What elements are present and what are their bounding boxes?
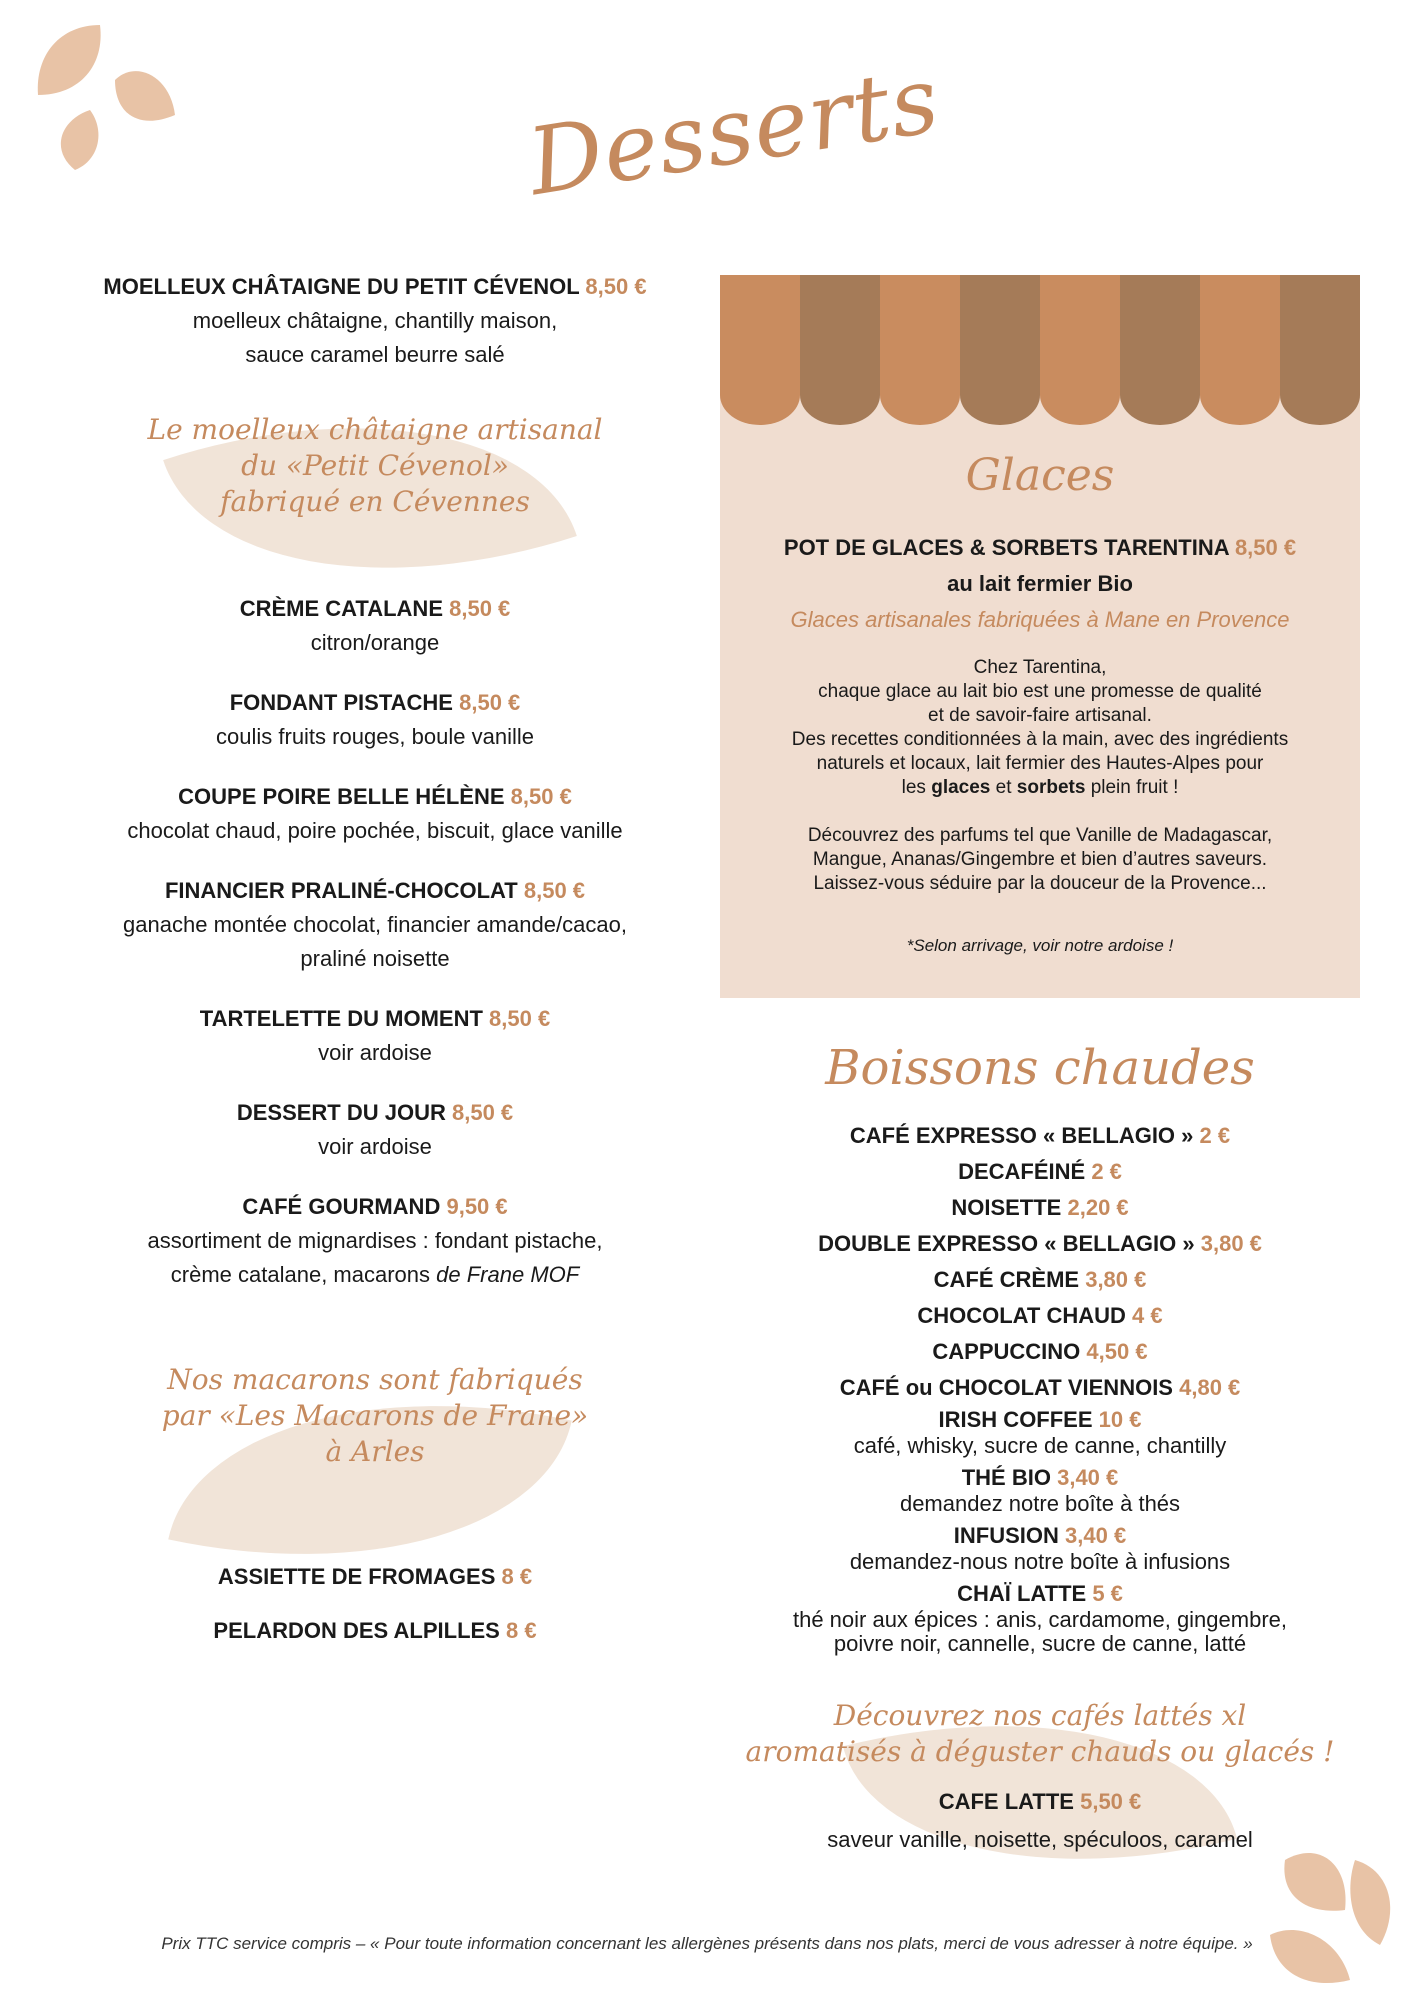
drink-item <box>720 1522 1360 1550</box>
item-name: DOUBLE EXPRESSO « BELLAGIO » <box>818 1231 1195 1256</box>
item-name: CAFÉ EXPRESSO « BELLAGIO » <box>849 1123 1194 1148</box>
item-price: 8 € <box>501 1564 533 1589</box>
awning-stripe <box>1040 275 1120 425</box>
drink-description: poivre noir, cannelle, sucre de canne, latté <box>833 1631 1247 1656</box>
text-bold: glaces <box>931 777 991 798</box>
drink-item <box>720 1784 1360 1820</box>
item-description-text: crème catalane, macarons <box>170 1262 431 1287</box>
item-name: ASSIETTE DE FROMAGES <box>217 1564 496 1589</box>
drink-item <box>720 1262 1360 1298</box>
leaf-logo-icon <box>1250 1840 1400 1990</box>
glaces-body <box>740 530 1340 956</box>
item-name: MOELLEUX CHÂTAIGNE DU PETIT CÉVENOL <box>103 274 580 299</box>
glaces-note: *Selon arrivage, voir notre ardoise ! <box>906 936 1174 955</box>
item-price: 4,50 € <box>1086 1339 1148 1364</box>
item-price: 2 € <box>1091 1159 1122 1184</box>
item-name: CAFÉ CRÈME <box>933 1267 1080 1292</box>
item-name: CAFE LATTE <box>938 1789 1074 1814</box>
description-line: Découvrez des parfums tel que Vanille de Madagascar, <box>807 825 1273 846</box>
promo-line: Nos macarons sont fabriqués <box>167 1363 583 1396</box>
boissons-column <box>720 1040 1360 1858</box>
drink-description: demandez notre boîte à thés <box>899 1491 1181 1516</box>
promo-line: par «Les Macarons de Frane» <box>161 1399 589 1432</box>
drink-item <box>720 1370 1360 1406</box>
promo-line: fabriqué en Cévennes <box>220 485 530 518</box>
item-description: citron/orange <box>310 630 440 655</box>
item-description: moelleux châtaigne, chantilly maison, <box>192 308 558 333</box>
item-name: THÉ BIO <box>961 1465 1051 1490</box>
item-description-italic: de Frane MOF <box>436 1262 580 1287</box>
item-name: CHOCOLAT CHAUD <box>917 1303 1126 1328</box>
page-title: Desserts <box>521 45 947 217</box>
item-description: chocolat chaud, poire pochée, biscuit, glace vanille <box>127 818 623 843</box>
drink-item <box>720 1580 1360 1608</box>
item-price: 3,40 € <box>1065 1523 1127 1548</box>
item-price: 8,50 € <box>523 878 586 903</box>
leaf-logo-icon <box>30 20 180 170</box>
menu-item <box>90 270 660 372</box>
item-name: COUPE POIRE BELLE HÉLÈNE <box>178 784 505 809</box>
menu-item <box>90 1560 660 1594</box>
item-name: FONDANT PISTACHE <box>229 690 453 715</box>
glaces-subtitle: Glaces artisanales fabriquées à Mane en Provence <box>790 607 1290 632</box>
drink-item <box>720 1298 1360 1334</box>
text-bold: sorbets <box>1016 777 1086 798</box>
item-subtitle: au lait fermier Bio <box>947 571 1133 596</box>
text-fragment: les <box>901 777 932 798</box>
item-price: 2,20 € <box>1067 1195 1129 1220</box>
description-line <box>740 776 1340 800</box>
awning-illustration <box>720 275 1360 445</box>
drink-item <box>720 1334 1360 1370</box>
description-line: chaque glace au lait bio est une promesse de qualité <box>818 681 1262 702</box>
item-description: praliné noisette <box>300 946 450 971</box>
item-description: voir ardoise <box>318 1134 432 1159</box>
drink-item <box>720 1226 1360 1262</box>
item-name: PELARDON DES ALPILLES <box>213 1618 500 1643</box>
desserts-column <box>90 270 660 1674</box>
item-name: INFUSION <box>953 1523 1059 1548</box>
glaces-description <box>740 656 1340 896</box>
item-price: 10 € <box>1098 1407 1142 1432</box>
menu-item <box>90 1614 660 1648</box>
item-price: 8,50 € <box>1234 535 1297 560</box>
item-name: POT DE GLACES & SORBETS TARENTINA <box>783 535 1229 560</box>
promo-line: Le moelleux châtaigne artisanal <box>147 413 603 446</box>
item-price: 3,80 € <box>1085 1267 1147 1292</box>
menu-item <box>90 1002 660 1070</box>
awning-stripe <box>880 275 960 425</box>
promo-line: du «Petit Cévenol» <box>241 449 509 482</box>
item-name: NOISETTE <box>951 1195 1062 1220</box>
item-name: IRISH COFFEE <box>938 1407 1093 1432</box>
awning-stripe <box>1280 275 1360 425</box>
description-line: naturels et locaux, lait fermier des Hautes-Alpes pour <box>816 753 1264 774</box>
item-price: 4 € <box>1132 1303 1163 1328</box>
item-description: assortiment de mignardises : fondant pistache, <box>147 1228 603 1253</box>
item-description <box>90 1258 660 1292</box>
promo-text-chataigne <box>90 412 660 520</box>
text-fragment: et <box>990 777 1017 798</box>
menu-item <box>90 874 660 976</box>
drink-description: thé noir aux épices : anis, cardamome, gingembre, <box>792 1607 1288 1632</box>
glaces-panel <box>720 275 1360 998</box>
awning-stripe <box>1200 275 1280 425</box>
drink-description: saveur vanille, noisette, spéculoos, caramel <box>827 1827 1253 1852</box>
awning-stripe <box>720 275 800 425</box>
drink-item <box>720 1406 1360 1434</box>
description-line: Mangue, Ananas/Gingembre et bien d’autres saveurs. <box>812 849 1268 870</box>
description-line: Laissez-vous séduire par la douceur de la Provence... <box>813 873 1267 894</box>
item-price: 3,80 € <box>1200 1231 1262 1256</box>
menu-item <box>90 780 660 848</box>
menu-item <box>90 1190 660 1292</box>
glaces-title: Glaces <box>965 450 1115 501</box>
promo-line: aromatisés à déguster chauds ou glacés ! <box>745 1735 1335 1768</box>
item-name: FINANCIER PRALINÉ-CHOCOLAT <box>164 878 518 903</box>
item-price: 8,50 € <box>489 1006 551 1031</box>
drink-item <box>720 1118 1360 1154</box>
item-price: 2 € <box>1199 1123 1231 1148</box>
menu-item <box>90 1096 660 1164</box>
item-price: 8 € <box>505 1618 537 1643</box>
drink-description: café, whisky, sucre de canne, chantilly <box>853 1433 1227 1458</box>
awning-stripe <box>800 275 880 425</box>
item-price: 4,80 € <box>1179 1375 1241 1400</box>
item-description: voir ardoise <box>318 1040 432 1065</box>
footer-note: Prix TTC service compris – « Pour toute information concernant les allergènes présents dans nos plats, merci de vous adresser à notre équipe. » <box>161 1934 1253 1953</box>
item-description: coulis fruits rouges, boule vanille <box>216 724 534 749</box>
promo-line: Découvrez nos cafés lattés xl <box>833 1699 1247 1732</box>
description-line: Chez Tarentina, <box>973 657 1107 678</box>
drink-description: demandez-nous notre boîte à infusions <box>849 1549 1231 1574</box>
item-price: 8,50 € <box>585 274 647 299</box>
drink-item <box>720 1154 1360 1190</box>
promo-text-macarons <box>90 1362 660 1470</box>
description-line: et de savoir-faire artisanal. <box>928 705 1152 726</box>
item-name: CAFÉ GOURMAND <box>242 1194 441 1219</box>
item-description: sauce caramel beurre salé <box>245 342 505 367</box>
item-price: 9,50 € <box>446 1194 508 1219</box>
item-price: 8,50 € <box>459 690 521 715</box>
menu-item <box>90 592 660 660</box>
text-fragment: plein fruit ! <box>1085 777 1179 798</box>
item-name: CRÈME CATALANE <box>239 596 443 621</box>
item-name: CAFÉ ou CHOCOLAT VIENNOIS <box>839 1375 1173 1400</box>
item-name: TARTELETTE DU MOMENT <box>199 1006 483 1031</box>
item-price: 8,50 € <box>510 784 572 809</box>
description-line: Des recettes conditionnées à la main, avec des ingrédients <box>791 729 1289 750</box>
item-price: 3,40 € <box>1057 1465 1119 1490</box>
item-name: CHAÏ LATTE <box>957 1581 1087 1606</box>
item-price: 5 € <box>1092 1581 1123 1606</box>
drink-item <box>720 1190 1360 1226</box>
item-price: 8,50 € <box>449 596 511 621</box>
promo-line: à Arles <box>325 1435 425 1468</box>
item-description: ganache montée chocolat, financier amande/cacao, <box>123 912 627 937</box>
awning-stripe <box>960 275 1040 425</box>
boissons-title: Boissons chaudes <box>825 1040 1255 1096</box>
item-name: CAPPUCCINO <box>932 1339 1081 1364</box>
awning-stripe <box>1120 275 1200 425</box>
item-name: DESSERT DU JOUR <box>236 1100 446 1125</box>
item-price: 5,50 € <box>1080 1789 1142 1814</box>
drink-item <box>720 1464 1360 1492</box>
item-name: DECAFÉINÉ <box>958 1159 1086 1184</box>
item-price: 8,50 € <box>452 1100 514 1125</box>
promo-text-cafe-latte <box>720 1698 1360 1770</box>
menu-item <box>90 686 660 754</box>
